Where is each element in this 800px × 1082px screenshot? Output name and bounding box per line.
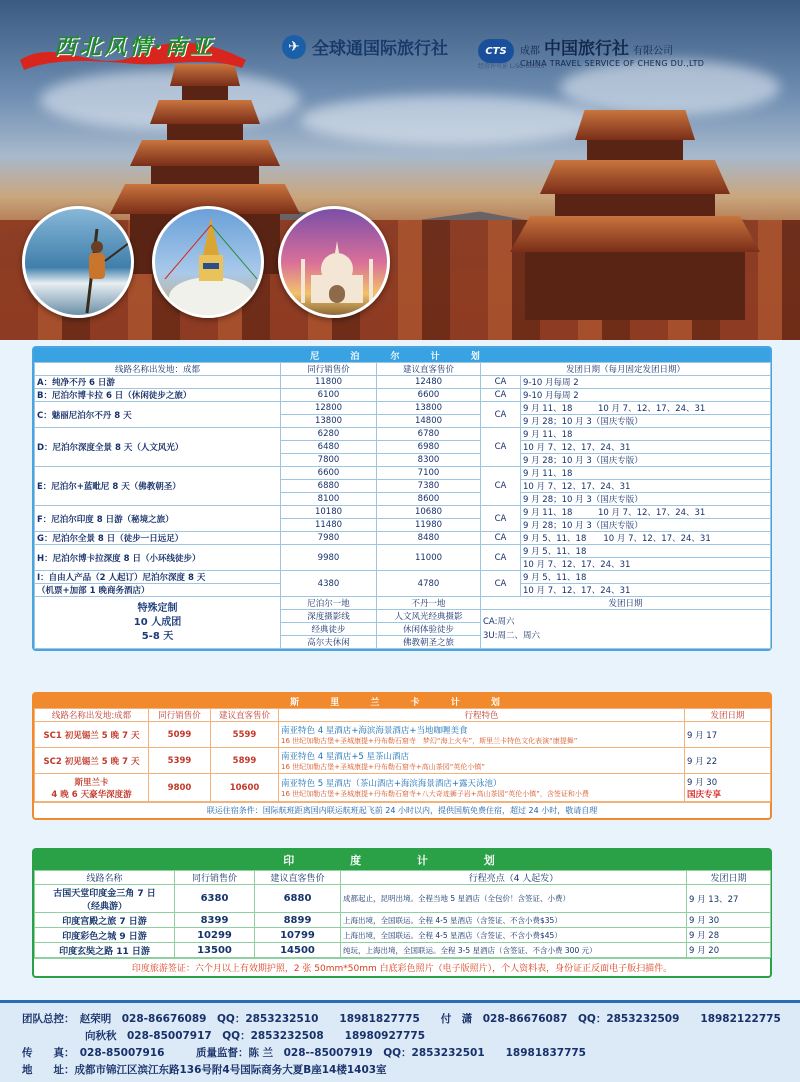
contact-line-2: 向秋秋 028-85007917 QQ：2853232508 18980927775 [22, 1030, 425, 1042]
cts-suffix: 有限公司 [633, 46, 673, 57]
agency-logo [282, 34, 448, 59]
table-row: 11480 11980 9 月 28；10 月 3（国庆专版） [35, 519, 771, 532]
special-row: 特殊定制 10 人成团 5-8 天 尼泊尔一地 不丹一地 发团日期 [35, 597, 771, 610]
cts-english: CHINA TRAVEL SERVICE OF CHENG DU.,LTD [520, 59, 705, 68]
nepal-plan-panel [32, 346, 772, 651]
table-header-row [35, 363, 771, 376]
table-row: 印度玄奘之路 11 日游 13500 14500 纯玩，上海出境，全国联运。全程 3-5 星酒店（含签证、不含小费 300 元） 9 月 20 [35, 943, 771, 958]
table-row: 6480 6980 10 月 7、12、17、24、31 [35, 441, 771, 454]
contact-line-3: 传 真： 028-85007916 质量监督：陈 兰 028--85007919 QQ：2853232501 18981837775 [22, 1047, 586, 1059]
cts-logo [478, 34, 704, 68]
table-row: 7800 8300 9 月 28；10 月 3（国庆专版） [35, 454, 771, 467]
col-route: 线路名称出发地：成都 [35, 363, 281, 376]
nepal-table [34, 362, 771, 649]
hero-banner [0, 0, 800, 340]
india-plan-panel [32, 848, 772, 978]
contact-footer [0, 1000, 800, 1082]
srilanka-table [34, 708, 771, 802]
srilanka-plan-panel [32, 692, 772, 820]
table-row: C：魅丽尼泊尔不丹 8 天 12800 13800 CA 9 月 11、18 10 月 7、12、17、24、31 [35, 402, 771, 415]
india-visa-note: 印度旅游签证：六个月以上有效期护照，2 张 50mm*50mm 白底彩色照片（电子版照片），个人资料表，身份证正反面电子版扫描件。 [34, 958, 770, 976]
table-row: I：自由人产品（2 人起订）尼泊尔深度 8 天 4380 4780 CA 9 月 5、11、18 [35, 571, 771, 584]
table-header-row: 线路名称 同行销售价 建议直客售价 行程亮点（4 人起发） 发团日期 [35, 871, 771, 885]
table-row: G：尼泊尔全景 8 日（徒步一日远足） 7980 8480 CA 9 月 5、11、18 10 月 7、12、17、24、31 [35, 532, 771, 545]
table-row: 印度彩色之城 9 日游 10299 10799 上海出境，全国联运。全程 4-5 星酒店（含签证、不含小费$45） 9 月 28 [35, 928, 771, 943]
table-header-row: 线路名称出发地:成都 同行销售价 建议直客售价 行程特色 发团日期 [35, 709, 771, 722]
col-peer-price: 同行销售价 [281, 363, 377, 376]
photo-stilt-fisherman [22, 206, 134, 318]
table-row: B：尼泊尔博卡拉 6 日（休闲徒步之旅） 6100 6600 CA 9-10 月每周 2 [35, 389, 771, 402]
agency-name: 全球通国际旅行社 [312, 39, 448, 59]
cloud [560, 60, 780, 115]
table-row: A：纯净不丹 6 日游 11800 12480 CA 9-10 月每周 2 [35, 376, 771, 389]
india-plan-title: 印 度 计 划 [34, 850, 770, 870]
photo-taj-mahal [278, 206, 390, 318]
table-row: （机票+加部 1 晚商务酒店） 10 月 7、12、17、24、31 [35, 584, 771, 597]
table-row: SC1 初见锡兰 5 晚 7 天 5099 5599 南亚特色 4 星酒店+海滨海景酒店+当地咖喱美食 16 世纪加勒古堡+圣城康提+丹布勒石窟寺 梦幻“海上火车”，斯里兰卡特色文化表演“康提舞” 9 月 17 [35, 722, 771, 748]
temple-right [510, 110, 760, 320]
table-row: 古国天堂印度金三角 7 日 （经典游） 6380 6880 成都起止，昆明出境。全程当地 5 星酒店（全包价！含签证、小费） 9 月 13、27 [35, 885, 771, 913]
address-line: 地 址：成都市锦江区滨江东路136号附4号国际商务大夏B座14楼1403室 [22, 1064, 387, 1076]
table-row: 13800 14800 9 月 28；10 月 3（国庆专版） [35, 415, 771, 428]
cts-prefix: 成都 [520, 46, 540, 57]
col-dates: 发团日期（每月固定发团日期） [481, 363, 771, 376]
table-row: E：尼泊尔+蓝毗尼 8 天（佛教朝圣） 6600 7100 CA 9 月 11、18 [35, 467, 771, 480]
table-row: 8100 8600 9 月 28；10 月 3（国庆专版） [35, 493, 771, 506]
table-row: F：尼泊尔印度 8 日游（秘境之旅） 10180 10680 CA 9 月 11、18 10 月 7、12、17、24、31 [35, 506, 771, 519]
srilanka-note: 联运住宿条件：国际航班距离国内联运航班起飞前 24 小时以内，提供国航免费住宿，超过 24 小时，敬请自理 [34, 802, 770, 818]
plane-icon: ✈ [282, 35, 306, 59]
table-row: D：尼泊尔深度全景 8 天（人文风光） 6280 6780 CA 9 月 11、18 [35, 428, 771, 441]
table-row: SC2 初见锡兰 5 晚 7 天 5399 5899 南亚特色 4 星酒店+5 星茶山酒店 16 世纪加勒古堡+圣城康提+丹布勒石窟寺+高山茶园“英伦小镇” 9 月 22 [35, 748, 771, 774]
table-row: 6880 7380 10 月 7、12、17、24、31 [35, 480, 771, 493]
contact-line-1: 团队总控： 赵荣明 028-86676089 QQ：2853232510 18981827775 付 潇 028-86676087 QQ：2853232509 18982122775 [22, 1013, 781, 1025]
special-row: 高尔夫休闲 佛教朝圣之旅 [35, 636, 771, 649]
cts-badge-icon: CTS [478, 39, 514, 63]
table-row: 10 月 7、12、17、24、31 [35, 558, 771, 571]
cts-license: 经营许可证 L-SC-00003 [478, 63, 545, 70]
cts-name: 中国旅行社 [544, 39, 629, 59]
table-row: H：尼泊尔博卡拉深度 8 日（小环线徒步） 9980 11000 CA 9 月 5、11、18 [35, 545, 771, 558]
srilanka-plan-title: 斯 里 兰 卡 计 划 [34, 694, 770, 708]
nepal-plan-title: 尼 泊 尔 计 划 [34, 348, 770, 362]
special-row: 深度摄影线 人文风光经典摄影 CA:周六 3U:周二、周六 [35, 610, 771, 623]
title-text: 西北风情·南亚 [54, 34, 215, 60]
table-row: 印度宫殿之旅 7 日游 8399 8899 上海出境，全国联运。全程 4-5 星酒店（含签证、不含小费$35） 9 月 30 [35, 913, 771, 928]
brand-title [18, 26, 248, 72]
col-retail-price: 建议直客售价 [377, 363, 481, 376]
photo-stupa [152, 206, 264, 318]
india-table [34, 870, 771, 958]
special-row: 经典徒步 休闲体验徒步 [35, 623, 771, 636]
table-row: 斯里兰卡 4 晚 6 天豪华深度游 9800 10600 南亚特色 5 星酒店（茶山酒店+海滨海景酒店+露天泳池） 16 世纪加勒古堡+圣城康提+丹布勒石窟寺+八大奇迹狮子岩+高山茶园“英伦小镇”，含签证和小费 9 月 30 国庆专享 [35, 774, 771, 802]
